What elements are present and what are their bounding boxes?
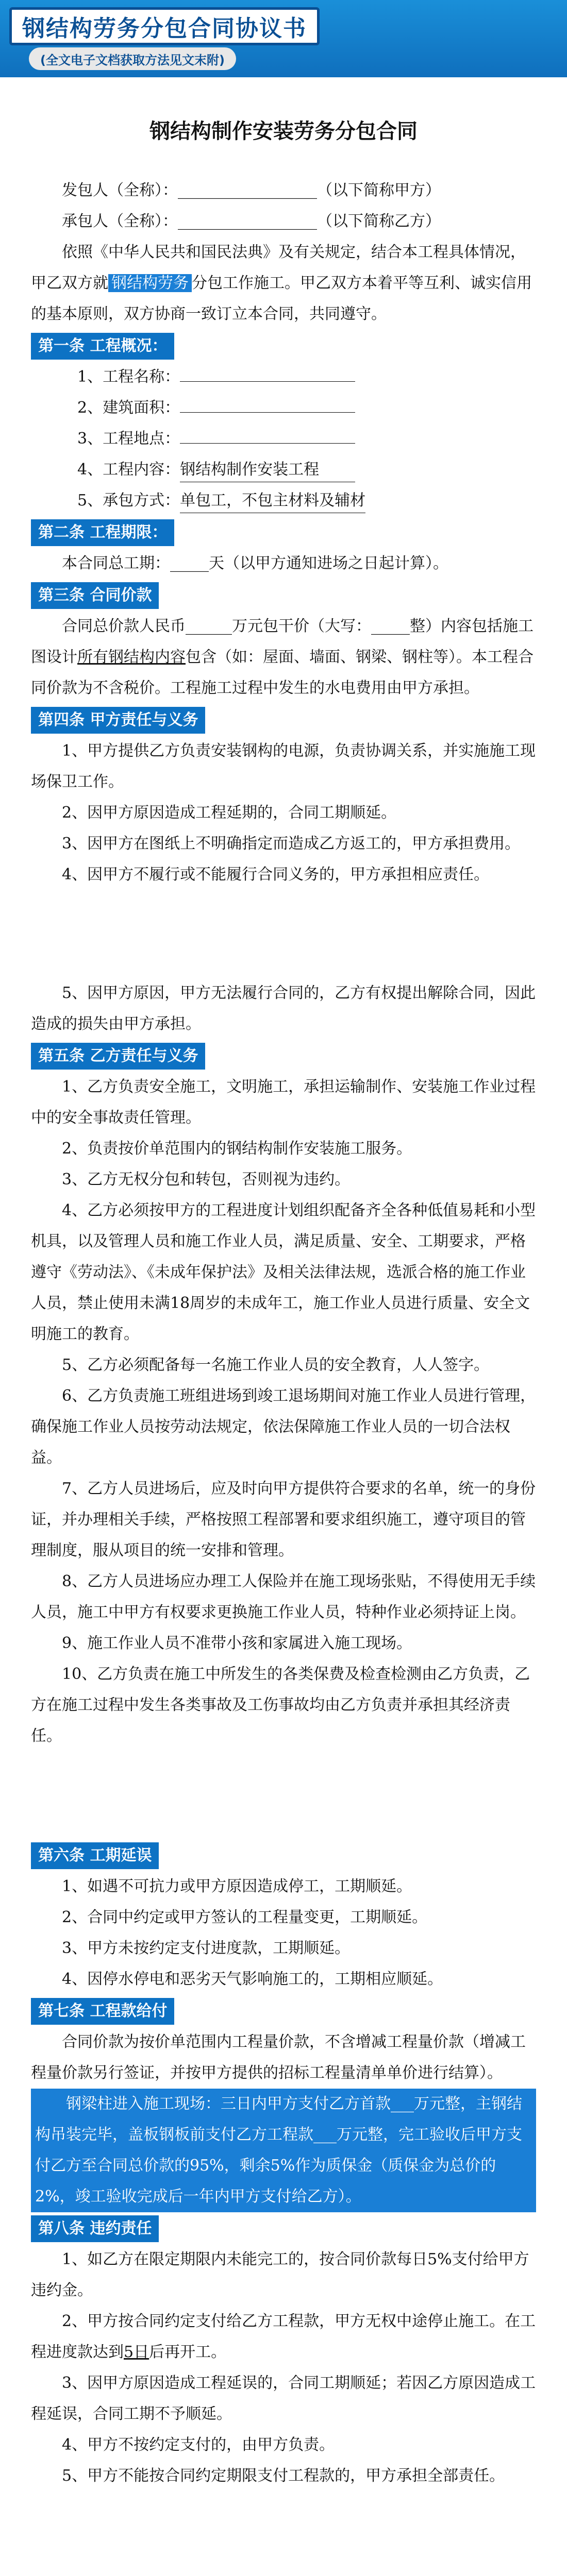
clause-item: 5、甲方不能按合同约定期限支付工程款的，甲方承担全部责任。: [62, 2467, 505, 2485]
clause-item: 1、如乙方在限定期限内未能完工的，按合同价款每日5%支付给甲方违约金。: [31, 2250, 529, 2299]
clause-item-text: 2、甲方按合同约定支付给乙方工程款，甲方无权中途停止施工。在工程进度款达到: [31, 2312, 536, 2361]
document-title: 钢结构制作安装劳务分包合同: [149, 119, 418, 143]
project-item-contract-mode: [77, 485, 536, 516]
project-item-value: [180, 412, 355, 413]
contract-document: [0, 77, 567, 2576]
banner-title: 钢结构劳务分包合同协议书: [22, 15, 307, 42]
party-b-line: 承包人（全称）：__________________（以下简称乙方）: [62, 212, 441, 230]
project-item-value: [180, 381, 355, 382]
clause-item: 1、甲方提供乙方负责安装钢构的电源，负责协调关系，并实施施工现场保卫工作。: [31, 742, 536, 791]
clause-item: 7、乙方人员进场后，应及时向甲方提供符合要求的名单，统一的身份证，并办理相关手续，严格按照工程部署和要求组织施工，遵守项目的管理制度，服从项目的统一安排和管理。: [31, 1480, 536, 1560]
section-8-heading: 第八条 违约责任: [31, 2215, 159, 2242]
page-break-gap: [31, 2492, 536, 2576]
clause-item: 2、合同中约定或甲方签认的工程量变更，工期顺延。: [62, 1908, 428, 1926]
project-item-location: [77, 423, 536, 454]
project-item-label: 4、工程内容：: [77, 461, 180, 479]
project-item-name: [77, 362, 536, 393]
clause-item: 1、如遇不可抗力或甲方原因造成停工，工期顺延。: [62, 1877, 412, 1895]
section-6-heading: 第六条 工期延误: [31, 1842, 159, 1869]
preamble-highlight: 钢结构劳务: [108, 274, 192, 292]
clause-item: 1、乙方负责安全施工，文明施工，承担运输制作、安装施工作业过程中的安全事故责任管理。: [31, 1078, 536, 1127]
project-overview-list: [31, 362, 536, 516]
clause-item: 3、因甲方原因造成工程延误的，合同工期顺延；若因乙方原因造成工程延误，合同工期不予顺延。: [31, 2374, 536, 2423]
page-break-gap: [31, 890, 536, 978]
clause-item-text: 后再开工。: [149, 2343, 227, 2361]
section-2-heading: 第二条 工程期限：: [31, 519, 174, 546]
project-item-value: 钢结构制作安装工程: [180, 458, 355, 482]
banner-subtitle: (全文电子文档获取方法见文末附): [40, 53, 225, 67]
clause-item: 2、因甲方原因造成工程延期的，合同工期顺延。: [62, 804, 397, 822]
clause-item: 5、乙方必须配备每一名施工作业人员的安全教育，人人签字。: [62, 1356, 490, 1374]
section-3-highlight: 所有钢结构内容: [77, 648, 186, 666]
section-3-text-2: 包含（如：屋面、墙面、钢梁、钢柱等）。本工程合同价款为不含税价。工程施工过程中发生的水电费用由甲方承担。: [31, 648, 533, 697]
section-3-text-1: 合同总价款人民币______万元包干价（大写：_____整）内容包括施工图设计: [31, 617, 533, 666]
project-item-label: 3、工程地点：: [77, 430, 180, 448]
section-5-heading: 第五条 乙方责任与义务: [31, 1043, 205, 1070]
section-3-text: [31, 611, 536, 704]
project-item-label: 1、工程名称：: [77, 368, 180, 386]
clause-item: 3、甲方未按约定支付进度款，工期顺延。: [62, 1939, 351, 1957]
top-banner: [0, 0, 567, 77]
section-7-heading: 第七条 工程款给付: [31, 1998, 174, 2025]
clause-item: 4、甲方不按约定支付的，由甲方负责。: [62, 2436, 335, 2454]
project-item-label: 5、承包方式：: [77, 492, 180, 510]
section-7-text: 合同价款为按价单范围内工程量价款，不含增减工程量价款（增减工程量价款另行签证，并按甲方提供的招标工程量清单单价进行结算）。: [31, 2033, 526, 2082]
clause-item: 4、因甲方不履行或不能履行合同义务的，甲方承担相应责任。: [62, 866, 490, 884]
preamble: [31, 237, 536, 330]
clause-item: 3、因甲方在图纸上不明确指定而造成乙方返工的，甲方承担费用。: [62, 835, 521, 853]
payment-schedule-highlight: 钢梁柱进入施工现场：三日内甲方支付乙方首款___万元整，主钢结构吊装完毕，盖板钢板前支付乙方工程款___万元整，完工验收后甲方支付乙方至合同总价款的95%，剩余5%作为质保金（质保金为总价的2%，竣工验收完成后一年内甲方支付给乙方）。: [31, 2089, 536, 2212]
clause-item: 9、施工作业人员不准带小孩和家属进入施工现场。: [62, 1634, 412, 1652]
preamble-text-1: 依照《中华人民共和国民法典》及有关规定，结合本工程具体情况，甲乙双方就: [31, 243, 526, 292]
clause-item: 8、乙方人员进场应办理工人保险并在施工现场张贴，不得使用无手续人员，施工中甲方有权要求更换施工作业人员，特种作业必须持证上岗。: [31, 1572, 536, 1621]
page-break-gap: [31, 1752, 536, 1839]
banner-subtitle-box: [29, 47, 236, 70]
project-item-area: [77, 393, 536, 423]
clause-item: 2、负责按价单范围内的钢结构制作安装施工服务。: [62, 1140, 412, 1158]
clause-item: 6、乙方负责施工班组进场到竣工退场期间对施工作业人员进行管理，确保施工作业人员按劳动法规定，依法保障施工作业人员的一切合法权益。: [31, 1387, 536, 1467]
party-a-line: 发包人（全称）：__________________（以下简称甲方）: [62, 181, 441, 199]
clause-item: 3、乙方无权分包和转包，否则视为违约。: [62, 1171, 351, 1189]
project-item-label: 2、建筑面积：: [77, 399, 180, 417]
clause-item: 10、乙方负责在施工中所发生的各类保费及检查检测由乙方负责，乙方在施工过程中发生各类事故及工伤事故均由乙方负责并承担其经济责任。: [31, 1665, 530, 1745]
clause-item: 5、因甲方原因，甲方无法履行合同的，乙方有权提出解除合同，因此造成的损失由甲方承担。: [31, 984, 536, 1033]
clause-item: 4、乙方必须按甲方的工程进度计划组织配备齐全各种低值易耗和小型机具，以及管理人员和施工作业人员，满足质量、安全、工期要求，严格遵守《劳动法》、《未成年保护法》及相关法律法规，选派合格的施工作业人员，禁止使用未满18周岁的未成年工，施工作业人员进行质量、安全文明施工的教育。: [31, 1201, 536, 1343]
section-1-heading: 第一条 工程概况：: [31, 333, 174, 360]
section-4-heading: 第四条 甲方责任与义务: [31, 707, 205, 734]
clause-item: 4、因停水停电和恶劣天气影响施工的，工期相应顺延。: [62, 1970, 443, 1988]
project-item-value: 单包工，不包主材料及辅材: [180, 489, 365, 513]
preamble-text-2: 分包工作施工。甲乙双方本着平等互利、诚实信用的基本原则，双方协商一致订立本合同，共同遵守。: [31, 274, 532, 323]
clause-item: [31, 2306, 536, 2368]
project-item-value: [180, 443, 355, 444]
banner-title-box: [9, 7, 320, 45]
clause-item-blank: 5日: [124, 2343, 149, 2361]
section-3-heading: 第三条 合同价款: [31, 582, 159, 609]
project-item-content: [77, 454, 536, 485]
section-2-text: 本合同总工期：_____天（以甲方通知进场之日起计算）。: [62, 554, 448, 572]
